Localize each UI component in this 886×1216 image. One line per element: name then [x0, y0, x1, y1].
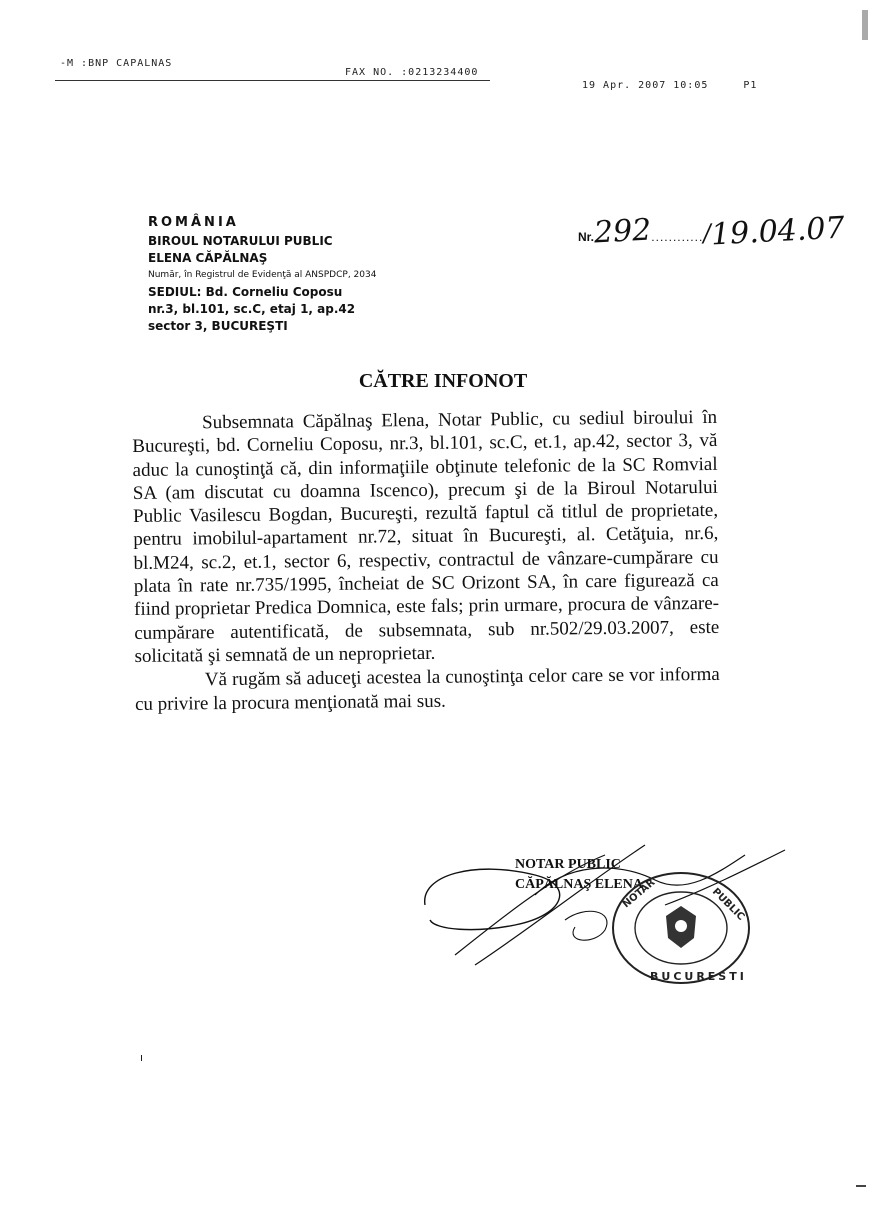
fax-number: FAX NO. :0213234400: [345, 67, 479, 78]
scan-edge-mark: [856, 1185, 866, 1187]
fax-header-rule: [55, 80, 490, 81]
signature-title: NOTAR PUBLIC: [515, 857, 621, 872]
page-margin-mark: ı: [140, 1052, 144, 1064]
scan-edge-mark: [862, 10, 868, 40]
registration-number: [578, 210, 846, 253]
body-paragraph-2: Vă rugăm să aduceţi acestea la cunoştinţa celor care se vor informa cu privire la procura menţionată mai sus.: [134, 664, 720, 715]
letterhead-seat: SEDIUL: Bd. Corneliu Coposu: [148, 285, 343, 299]
letterhead-office: BIROUL NOTARULUI PUBLIC: [148, 234, 333, 248]
svg-text:BUCURESTI: BUCURESTI: [650, 970, 747, 983]
letterhead-registry: Număr, în Registrul de Evidenţă al ANSPDCP, 2034: [148, 270, 377, 280]
fax-datetime: [582, 80, 757, 91]
registration-slash: /: [702, 218, 713, 248]
registration-dots: ............: [651, 230, 704, 244]
svg-text:PUBLIC: PUBLIC: [709, 886, 747, 923]
body-paragraph-1: Subsemnata Căpălnaş Elena, Notar Public, cu sediul biroului în Bucureşti, bd. Corneliu Coposu, nr.3, bl.101, sc.C, et.1, ap.42, sector 3, vă aduc la cunoştinţă că, din informaţiile obţinute telefonic de la SC Romvial SA (am discutat cu doamna Iscenco), precum şi de la Biroul Notarului Public Vasilescu Bogdan, Bucureşti, rezultă faptul că titlul de proprietate, pentru imobilul-apartament nr.72, situat în Bucureşti, al. Cetăţuia, nr.6, bl.M24, sc.2, et.1, sector 6, respectiv, contractul de vânzare-cumpărare cu plata în rate nr.735/1995, încheiat de SC Orizont SA, în care figurează ca fiind proprietar Predica Domnica, este fals; prin urmare, procura de vânzare-cumpărare autentificată, de subsemnata, sub nr.502/29.03.2007, este solicitată şi semnată de un neproprietar.: [132, 406, 720, 667]
letterhead-address: nr.3, bl.101, sc.C, etaj 1, ap.42: [148, 302, 356, 316]
letterhead-country: ROMÂNIA: [148, 215, 239, 230]
letterhead-sector: sector 3, BUCUREŞTI: [148, 319, 288, 333]
registration-handwritten-date: 19.04.07: [710, 210, 846, 253]
svg-text:NOTAR: NOTAR: [620, 877, 658, 911]
document-title: CĂTRE INFONOT: [358, 370, 528, 392]
fax-date: 19 Apr. 2007 10:05: [582, 80, 709, 91]
fax-page: P1: [743, 80, 758, 91]
stamp-seal-icon: [608, 868, 754, 988]
fax-sender: -M :BNP CAPALNAS: [60, 58, 173, 69]
letterhead-name: ELENA CĂPĂLNAŞ: [148, 251, 268, 265]
registration-prefix: Nr.: [578, 230, 595, 244]
registration-handwritten-number: 292: [593, 212, 653, 251]
notary-stamp: [608, 868, 754, 988]
letter-body: [132, 406, 720, 716]
letterhead: [148, 214, 376, 335]
signature-name: CĂPĂLNAŞ ELENA: [515, 877, 643, 892]
